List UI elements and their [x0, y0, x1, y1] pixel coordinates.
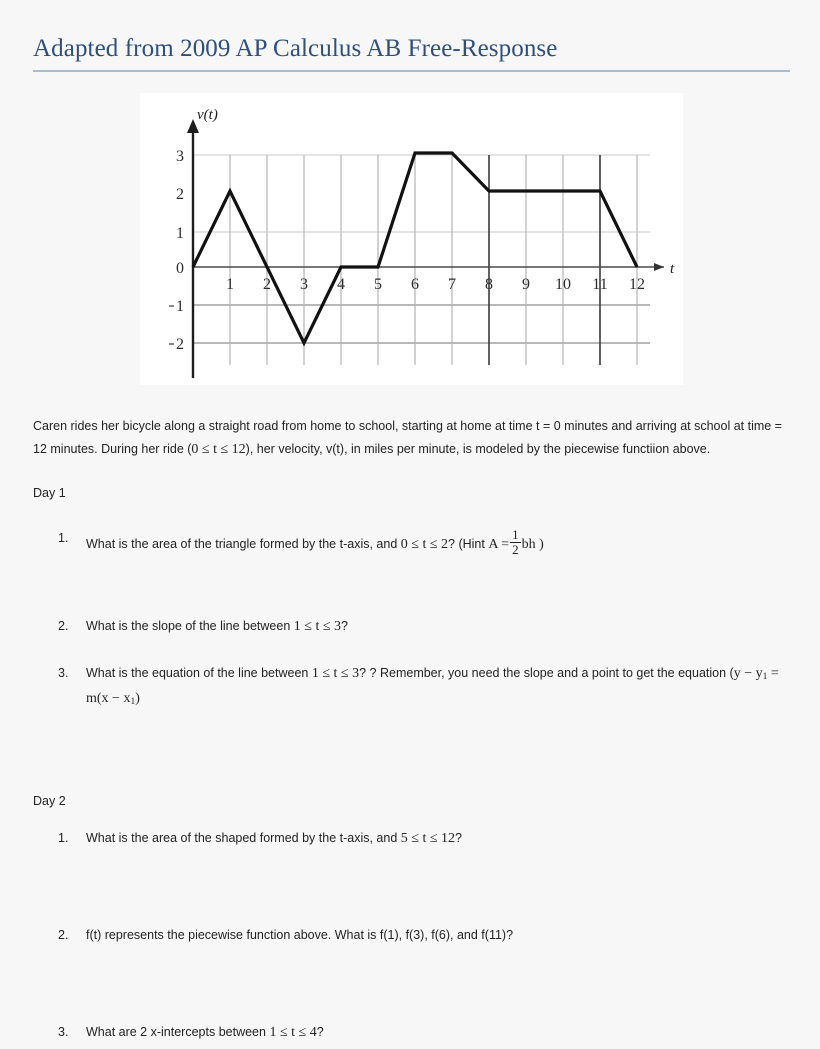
formula-equals: = m(x − x: [86, 666, 779, 707]
svg-text:3: 3: [176, 148, 184, 165]
day2-question-3-after: ?: [316, 1025, 324, 1039]
day1-question-2-number: 2.: [58, 619, 69, 634]
day1-question-1-text: What is the area of the triangle formed by the t-axis, and: [86, 536, 398, 551]
horizontal-gridlines-dark: [193, 305, 650, 343]
page-title: Adapted from 2009 AP Calculus AB Free-Response: [33, 35, 558, 62]
t-axis-arrow: [654, 263, 664, 271]
day1-question-2: [33, 616, 787, 637]
vertical-gridlines-emphasis: [489, 155, 600, 365]
day1-question-2-after: ?: [341, 619, 348, 634]
formula-y-term: y − y: [733, 666, 763, 682]
day2-question-1-after: ?: [455, 831, 462, 845]
day2-question-2-number: 2.: [58, 928, 69, 942]
day2-question-list: [33, 828, 787, 1043]
svg-text:6: 6: [411, 276, 419, 293]
formula-y-subscript: 1: [762, 672, 768, 683]
svg-text:7: 7: [448, 276, 456, 293]
day2-question-1-range: 5 ≤ t ≤ 12: [400, 831, 456, 846]
svg-text:2: 2: [176, 186, 184, 203]
svg-text:12: 12: [629, 276, 645, 293]
day2-question-2-text: f(t) represents the piecewise function above. What is f(1), f(3), f(6), and f(11)?: [86, 928, 514, 942]
x-axis-label: t: [670, 261, 675, 277]
svg-text:3: 3: [300, 276, 308, 293]
x-tick-labels: [226, 276, 645, 293]
day1-question-1-number: 1.: [58, 531, 69, 545]
day1-question-1-mid: ? (Hint: [448, 536, 485, 551]
day2-heading: Day 2: [33, 794, 66, 808]
problem-statement-part1: Caren rides her bicycle along a straight road from home to school, starting at home at time t = 0 minutes and arriving at school at time = 12 minutes. During her ride (: [33, 418, 782, 456]
day1-question-3: [33, 663, 787, 713]
day2-question-1-number: 1.: [58, 831, 69, 845]
day1-heading: Day 1: [33, 486, 66, 500]
day1-question-1: [33, 528, 787, 556]
day2-question-3-range: 1 ≤ t ≤ 4: [269, 1025, 317, 1040]
day1-question-3-range: 1 ≤ t ≤ 3: [311, 666, 360, 682]
svg-text:5: 5: [374, 276, 382, 293]
svg-text:11: 11: [592, 276, 608, 293]
day2-question-3-number: 3.: [58, 1025, 69, 1039]
velocity-graph-figure: [140, 93, 683, 385]
fraction-numerator: 1: [512, 527, 519, 542]
day1-question-1-hint-lead: A =: [488, 536, 510, 552]
svg-text:1: 1: [176, 225, 184, 242]
title-block: [33, 34, 790, 72]
day1-question-list: [33, 528, 787, 713]
svg-text:1: 1: [226, 276, 234, 293]
day1-question-1-hint-tail: bh ): [521, 536, 544, 552]
svg-text:4: 4: [337, 276, 345, 293]
svg-text:10: 10: [555, 276, 571, 293]
svg-text:0: 0: [176, 260, 184, 277]
problem-statement: [33, 415, 787, 461]
negative-sign-marks: [169, 306, 174, 344]
day2-question-2: [33, 925, 787, 946]
title-divider: [33, 70, 790, 72]
svg-text:2: 2: [176, 336, 184, 353]
y-tick-labels: [176, 148, 184, 353]
svg-text:2: 2: [263, 276, 271, 293]
horizontal-gridlines: [193, 155, 650, 232]
day2-question-3: [33, 1022, 787, 1043]
day2-question-1-text: What is the area of the shaped formed by the t-axis, and: [86, 831, 398, 845]
day1-question-2-text: What is the slope of the line between: [86, 619, 291, 634]
one-half-fraction: [510, 528, 521, 556]
day1-question-3-number: 3.: [58, 666, 69, 681]
formula-close-paren: ): [135, 691, 140, 707]
day2-question-1: [33, 828, 787, 849]
svg-text:9: 9: [522, 276, 530, 293]
day1-question-2-range: 1 ≤ t ≤ 3: [293, 619, 342, 635]
svg-text:8: 8: [485, 276, 493, 293]
fraction-denominator: 2: [512, 541, 519, 557]
y-axis-label: v(t): [197, 107, 218, 123]
problem-statement-range: 0 ≤ t ≤ 12: [191, 441, 246, 457]
velocity-graph-svg: [140, 93, 683, 385]
svg-text:1: 1: [176, 298, 184, 315]
vertical-gridlines: [230, 155, 637, 365]
formula-x-subscript: 1: [130, 697, 136, 708]
day1-question-1-range: 0 ≤ t ≤ 2: [400, 536, 449, 552]
day1-question-3-text: What is the equation of the line between: [86, 666, 309, 681]
day2-question-3-text: What are 2 x-intercepts between: [86, 1025, 266, 1039]
day1-question-3-after: ? ? Remember, you need the slope and a point to get the equation (: [359, 666, 734, 681]
problem-statement-part2: ), her velocity, v(t), in miles per minute, is modeled by the piecewise functiion above.: [245, 441, 711, 456]
